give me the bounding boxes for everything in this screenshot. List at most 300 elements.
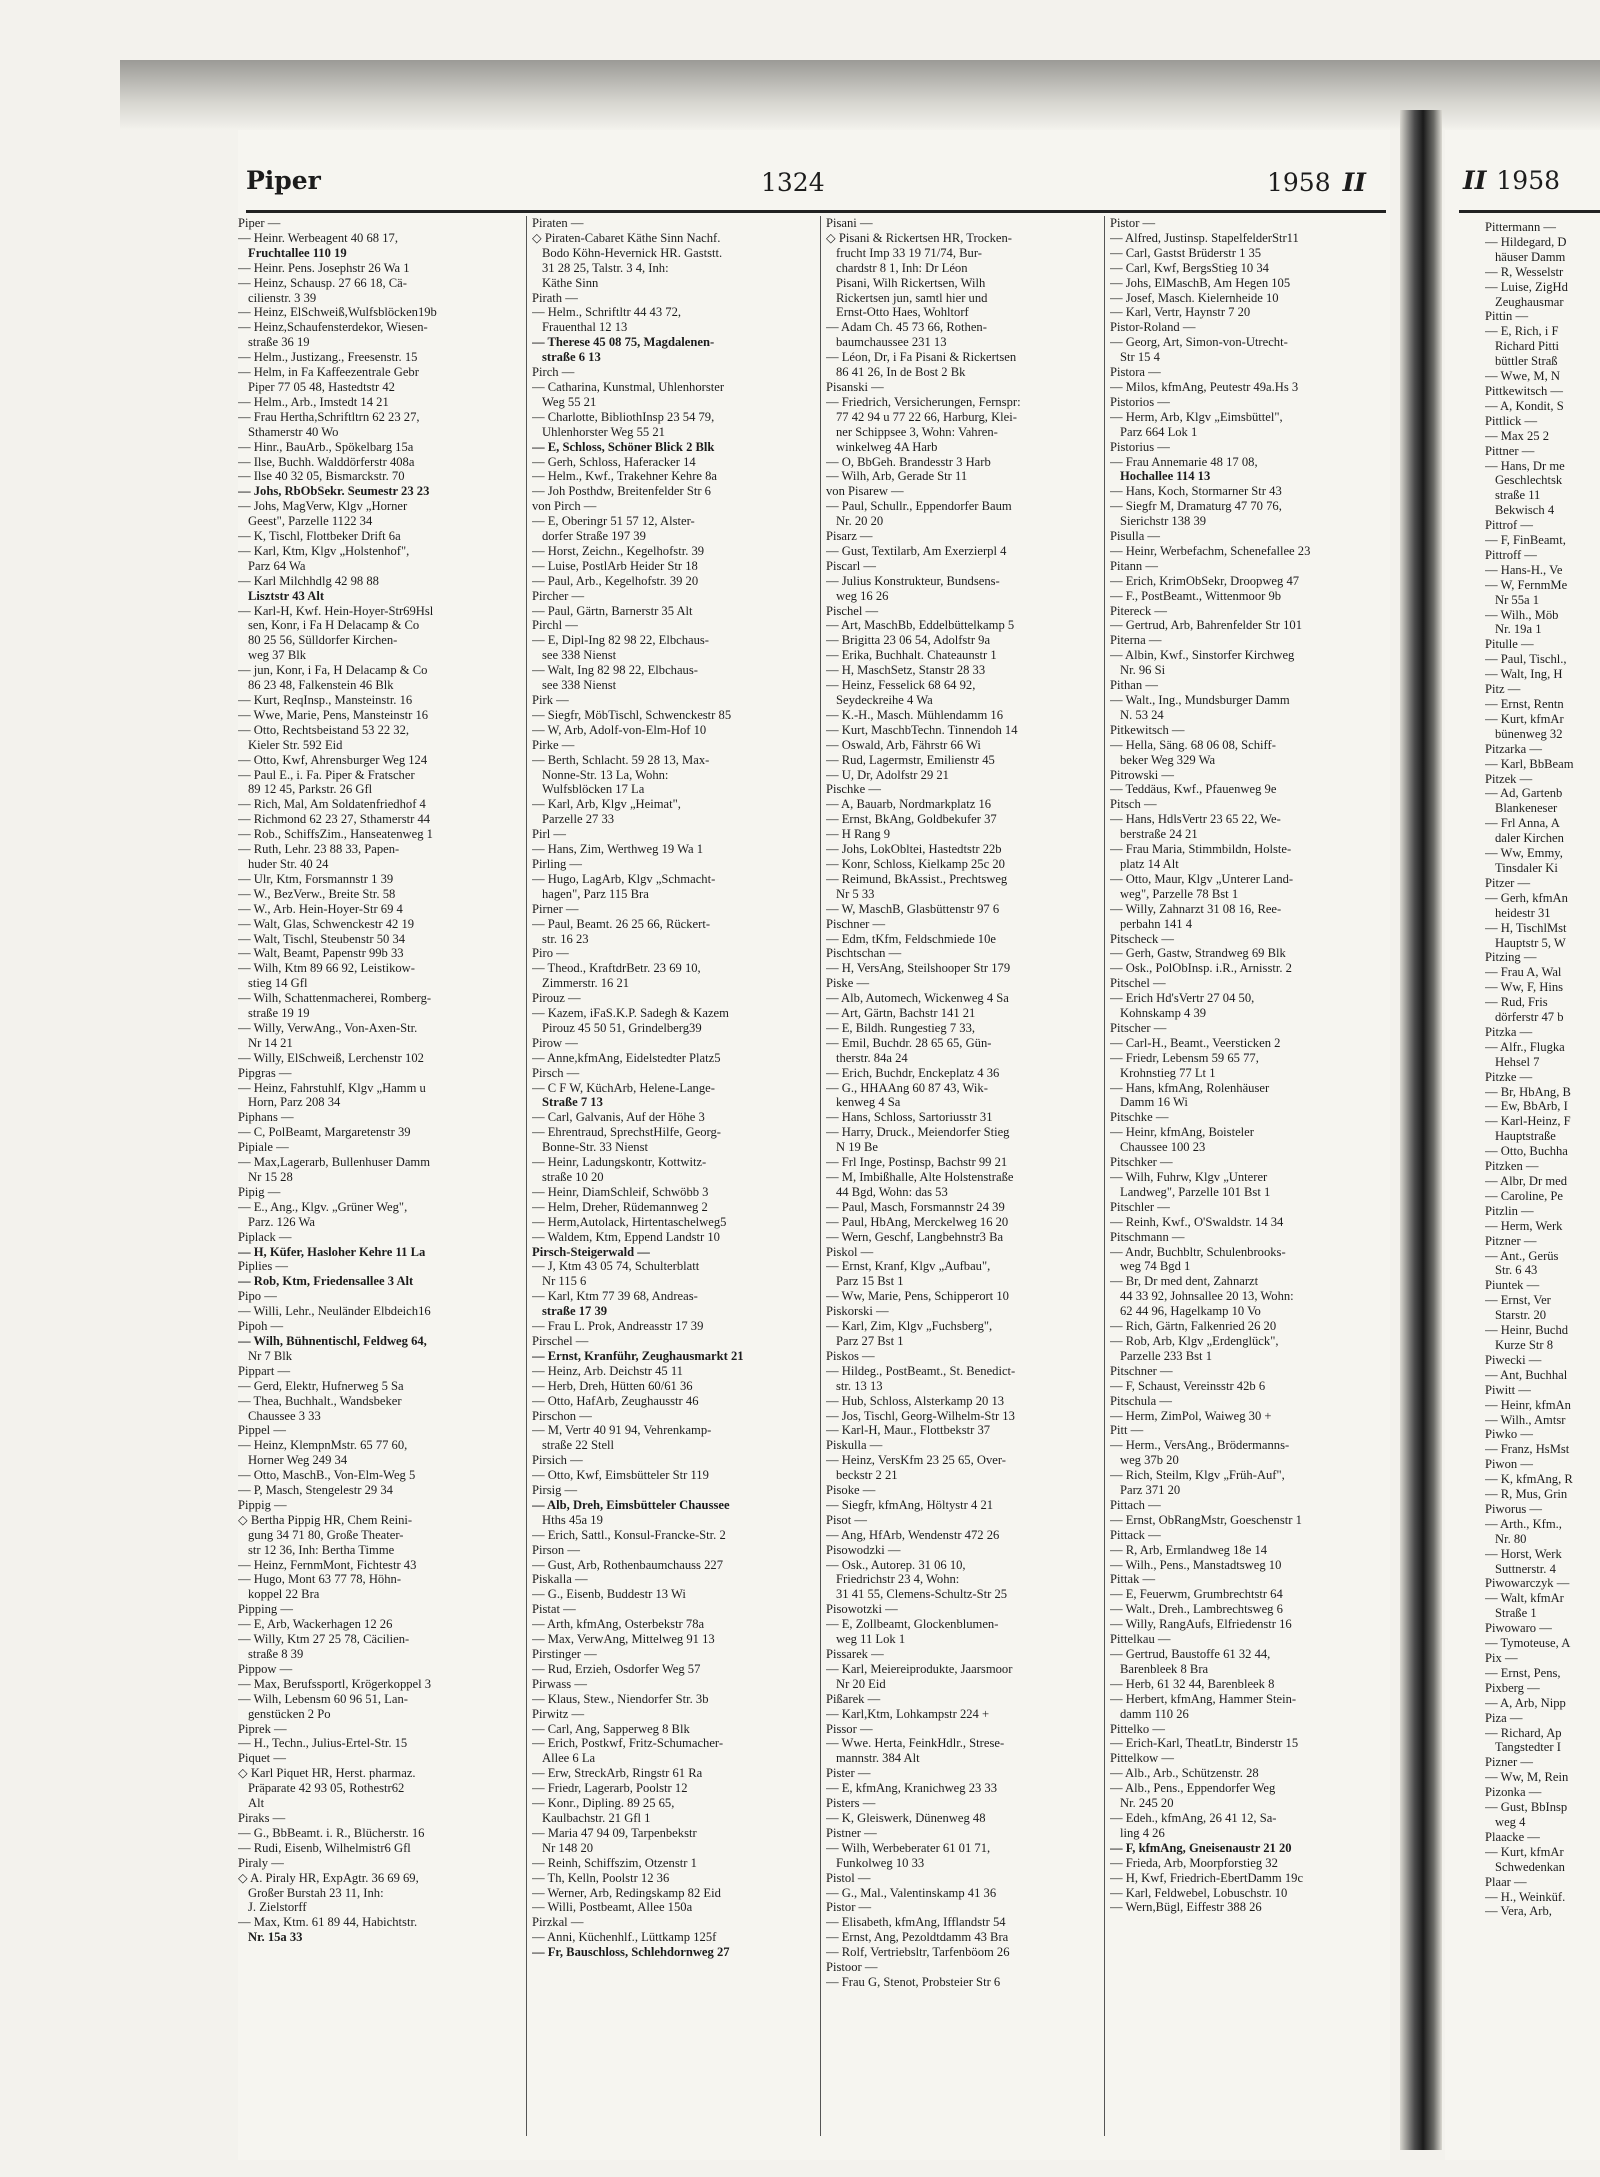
directory-entry-line: — Teddäus, Kwf., Pfauenweg 9e (1110, 782, 1277, 797)
directory-entry-line: chardstr 8 1, Inh: Dr Léon (836, 260, 968, 275)
surname-heading: Pittkewitsch — (1485, 383, 1564, 398)
surname-heading: Piterna — (1110, 633, 1162, 648)
directory-entry-line: — Carl-H., Beamt., Veersticken 2 (1110, 1035, 1281, 1050)
directory-entry-line: Nr 7 Blk (248, 1348, 293, 1363)
directory-entry-line: — Hinr., BauArb., Spökelbarg 15a (238, 439, 414, 454)
year-volume (1267, 168, 1366, 197)
directory-entry-line: — Albin, Kwf., Sinstorfer Kirchweg (1110, 648, 1295, 663)
surname-heading: Pisulla — (1110, 529, 1161, 544)
directory-entry-line: — Herm, Arb, Klgv „Eimsbüttel", (1110, 409, 1283, 424)
directory-entry-line: — Heinz, KlempnMstr. 65 77 60, (238, 1438, 408, 1453)
directory-entry-line: — Theod., KraftdrBetr. 23 69 10, (532, 961, 701, 976)
directory-entry-line: ner Schippsee 3, Wohn: Vahren- (836, 424, 998, 439)
surname-heading: Piske — (826, 976, 870, 991)
directory-entry-line: — Willy, VerwAng., Von-Axen-Str. (238, 1020, 418, 1035)
directory-entry-line: Weg 55 21 (542, 394, 597, 409)
surname-heading: Piwowarczyk — (1485, 1576, 1570, 1591)
directory-entry-line: ◇ A. Piraly HR, ExpAgtr. 36 69 69, (238, 1870, 419, 1885)
surname-heading: Piraly — (238, 1855, 284, 1870)
directory-entry-line: — Helm., Kwf., Trakehner Kehre 8a (532, 469, 718, 484)
directory-entry-line: — Milos, kfmAng, Peutestr 49a.Hs 3 (1110, 379, 1299, 394)
surname-heading: Pipo — (238, 1289, 277, 1304)
directory-entry-line: — Alb., Pens., Eppendorfer Weg (1110, 1781, 1276, 1796)
directory-entry-line: — Ehrentraud, SprechstHilfe, Georg- (532, 1125, 721, 1140)
surname-heading: Pitschula — (1110, 1393, 1172, 1408)
directory-entry-line: — Erich, Buchdr, Enckeplatz 4 36 (826, 1065, 1000, 1080)
directory-entry-line: — Siegfr, MöbTischl, Schwenckestr 85 (532, 707, 732, 722)
directory-entry-line: — Georg, Art, Simon-von-Utrecht- (1110, 335, 1288, 350)
directory-entry-line: — Hans, Dr me (1485, 458, 1565, 473)
directory-entry-line: Ernst-Otto Haes, Wohltorf (836, 305, 969, 320)
surname-heading: Pittak — (1110, 1572, 1156, 1587)
directory-entry-line: — Karl, BbBeam (1485, 756, 1574, 771)
directory-entry-line: — Wilh, Arb, Gerade Str 11 (826, 469, 968, 484)
surname-heading: Pirk — (532, 693, 569, 707)
surname-heading: Pirling — (532, 856, 583, 871)
directory-entry-line: — Gertrud, Arb, Bahrenfelder Str 101 (1110, 618, 1303, 633)
directory-entry-line: — Willy, Ktm 27 25 78, Cäcilien- (238, 1632, 410, 1647)
directory-entry-line: daler Kirchen (1495, 831, 1564, 846)
surname-heading: Pisowodzki — (826, 1542, 901, 1557)
directory-entry-line: — Karl-Heinz, F (1485, 1114, 1571, 1129)
directory-entry-line: — Gust, Textilarb, Am Exerzierpl 4 (826, 543, 1007, 558)
directory-entry-line: — H., Weinküf. (1485, 1889, 1566, 1904)
directory-entry-line: — Otto, Buchha (1485, 1144, 1568, 1159)
directory-entry-line: — Willi, Postbeamt, Allee 150a (532, 1900, 693, 1915)
surname-heading: Pirson — (532, 1542, 580, 1557)
directory-entry-line: — Erich Hd'sVertr 27 04 50, (1110, 991, 1255, 1006)
right-page-header (1463, 166, 1560, 195)
header-volume: II (1342, 168, 1366, 197)
directory-column-3 (826, 216, 1108, 2136)
surname-heading: Pitschler — (1110, 1199, 1170, 1214)
directory-entry-line: — G., Mal., Valentinskamp 41 36 (826, 1885, 997, 1900)
surname-heading: Pittroff — (1485, 547, 1537, 562)
directory-entry-line: weg", Parzelle 78 Bst 1 (1120, 886, 1239, 901)
directory-entry-line: see 338 Nienst (542, 648, 617, 663)
directory-entry-line: — E, Rich, i F (1485, 324, 1559, 339)
directory-entry-line: — U, Dr, Adolfstr 29 21 (826, 767, 949, 782)
directory-entry-line: 31 28 25, Talstr. 3 4, Inh: (542, 260, 669, 275)
book-spine (1400, 110, 1442, 2150)
directory-entry-line: — E, kfmAng, Kranichweg 23 33 (826, 1781, 998, 1796)
directory-entry-line: — Emil, Buchdr. 28 65 65, Gün- (826, 1035, 992, 1050)
directory-entry-line: — Gertrud, Baustoffe 61 32 44, (1110, 1647, 1271, 1661)
directory-entry-line: — Wilh, Bühnentischl, Feldweg 64, (238, 1333, 427, 1348)
directory-entry-line: 86 23 48, Falkenstein 46 Blk (248, 678, 394, 693)
surname-heading: Piplack — (238, 1229, 292, 1244)
directory-entry-line: — Hildegard, D (1485, 234, 1567, 249)
directory-entry-line: Großer Burstah 23 11, Inh: (248, 1885, 384, 1900)
directory-entry-line: — Helm., Justizang., Freesenstr. 15 (238, 350, 418, 365)
directory-entry-line: — Konr., Dipling. 89 25 65, (532, 1796, 675, 1811)
surname-heading: Pisowotzki — (826, 1602, 898, 1617)
directory-entry-line: — Rich, Mal, Am Soldatenfriedhof 4 (238, 797, 426, 812)
directory-entry-line: — Rud, Erzieh, Osdorfer Weg 57 (532, 1661, 701, 1676)
surname-heading: Piquet — (238, 1751, 286, 1766)
directory-entry-line: Barenbleek 8 Bra (1120, 1661, 1209, 1676)
surname-heading: Pipping — (238, 1602, 293, 1617)
directory-entry-line: — R, Arb, Ermlandweg 18e 14 (1110, 1542, 1268, 1557)
surname-heading: Piwowaro — (1485, 1621, 1552, 1636)
surname-heading: Pistoor — (826, 1960, 878, 1975)
directory-entry-line: — Julius Konstrukteur, Bundsens- (826, 573, 1000, 588)
surname-heading: Pirl — (532, 827, 566, 842)
surname-heading: Pirch — (532, 365, 575, 380)
directory-entry-line: Geschlechtsk (1495, 473, 1563, 488)
directory-entry-line: — Herb, Dreh, Hütten 60/61 36 (532, 1378, 693, 1393)
surname-heading: Pisanski — (826, 379, 884, 394)
header-year: 1958 (1266, 168, 1331, 197)
directory-entry-line: — E, Arb, Wackerhagen 12 26 (238, 1617, 393, 1632)
directory-entry-line: — Vera, Arb, (1485, 1904, 1552, 1919)
surname-heading: Pisarz — (826, 529, 873, 544)
directory-entry-line: koppel 22 Bra (248, 1587, 320, 1602)
directory-entry-line: Sierichstr 138 39 (1120, 514, 1207, 529)
directory-entry-line: Rickertsen jun, samtl hier und (836, 290, 988, 305)
directory-entry-line: — Rob, Ktm, Friedensallee 3 Alt (238, 1274, 414, 1289)
surname-heading: Pisani — (826, 216, 873, 230)
surname-heading: Pitscher — (1110, 1020, 1167, 1035)
directory-entry-line: — Ernst, BkAng, Goldbekufer 37 (826, 812, 997, 827)
directory-entry-line: — Friedr, Lagerarb, Poolstr 12 (532, 1781, 688, 1796)
surname-heading: Pisoke — (826, 1483, 876, 1498)
directory-entry-line: Landweg", Parzelle 101 Bst 1 (1120, 1184, 1271, 1199)
directory-entry-line: genstücken 2 Po (248, 1706, 331, 1721)
directory-entry-line: — Erich, Sattl., Konsul-Francke-Str. 2 (532, 1527, 726, 1542)
directory-entry-line: straße 22 Stell (542, 1438, 615, 1453)
directory-entry-line: — Gerh, kfmAn (1485, 890, 1568, 905)
directory-entry-line: — Walt., Ing., Mundsburger Damm (1110, 693, 1290, 707)
surname-heading: Pix — (1485, 1651, 1518, 1665)
directory-entry-line: — Richmond 62 23 27, Sthamerstr 44 (238, 812, 431, 827)
surname-heading: Piskulla — (826, 1438, 883, 1453)
directory-entry-line: — Wilh., Möb (1485, 607, 1559, 622)
directory-entry-line: Nonne-Str. 13 La, Wohn: (542, 767, 669, 782)
directory-entry-line: — P, Masch, Stengelestr 29 34 (238, 1483, 393, 1498)
directory-entry-line: — Wilh., Pens., Manstadtsweg 10 (1110, 1557, 1282, 1572)
directory-entry-line: — Carl, Gastst Brüderstr 1 35 (1110, 245, 1262, 260)
surname-heading: Pittelko — (1110, 1721, 1165, 1736)
surname-heading: Pitzner — (1485, 1233, 1537, 1248)
directory-entry-line: Bekwisch 4 (1495, 503, 1555, 518)
surname-heading: Pisters — (826, 1796, 876, 1811)
surname-heading: Pirschon — (532, 1408, 592, 1423)
surname-heading: Piskorski — (826, 1304, 889, 1319)
directory-entry-line: — Kazem, iFaS.K.P. Sadegh & Kazem (532, 1006, 729, 1021)
directory-entry-line: — Adam Ch. 45 73 66, Rothen- (826, 320, 987, 335)
directory-entry-line: — Reimund, BkAssist., Prechtsweg (826, 871, 1008, 886)
directory-entry-line: Hochallee 114 13 (1120, 469, 1211, 484)
surname-heading: Pirsich — (532, 1453, 583, 1468)
directory-entry-line: — Paul, HbAng, Merckelweg 16 20 (826, 1214, 1009, 1229)
surname-heading: Pistorios — (1110, 394, 1170, 409)
directory-entry-line: — A, Arb, Nipp (1485, 1695, 1566, 1710)
directory-entry-line: — Walt, Beamt, Papenstr 99b 33 (238, 946, 404, 961)
surname-heading: Pitt — (1110, 1423, 1144, 1438)
directory-entry-line: — Siegfr M, Dramaturg 47 70 76, (1110, 499, 1282, 514)
directory-entry-line: — Paul, Schullr., Eppendorfer Baum (826, 499, 1012, 514)
surname-heading: Pitulle — (1485, 637, 1534, 652)
directory-entry-line: Pirouz 45 50 51, Grindelberg39 (542, 1020, 702, 1035)
surname-heading: Piskos — (826, 1348, 875, 1363)
directory-entry-line: Str. 6 43 (1495, 1263, 1538, 1278)
directory-entry-line: — Hugo, LagArb, Klgv „Schmacht- (532, 871, 716, 886)
directory-entry-line: huder Str. 40 24 (248, 856, 329, 871)
directory-entry-line: Hehsel 7 (1495, 1054, 1540, 1069)
directory-entry-line: Nr. 245 20 (1120, 1796, 1174, 1811)
directory-entry-line: — Klaus, Stew., Niendorfer Str. 3b (532, 1691, 709, 1706)
surname-heading: Pistor — (1110, 216, 1156, 230)
surname-heading: Pissor — (826, 1721, 873, 1736)
directory-entry-line: — Elisabeth, kfmAng, Ifflandstr 54 (826, 1915, 1006, 1930)
surname-heading: Pisot — (826, 1512, 867, 1527)
surname-heading: Pistor — (826, 1900, 872, 1915)
directory-entry-line: — Gust, BbInsp (1485, 1800, 1568, 1815)
directory-entry-line: Nr 14 21 (248, 1035, 293, 1050)
directory-entry-line: — Ad, Gartenb (1485, 786, 1563, 801)
header-rule (246, 210, 1386, 213)
directory-entry-line: J. Zielstorff (248, 1900, 307, 1915)
directory-entry-line: — Frau L. Prok, Andreasstr 17 39 (532, 1319, 704, 1334)
directory-entry-line: — G., BbBeamt. i. R., Blücherstr. 16 (238, 1825, 425, 1840)
directory-entry-line: — F, kfmAng, Gneisenaustr 21 20 (1110, 1840, 1292, 1855)
directory-entry-line: Allee 6 La (542, 1751, 596, 1766)
directory-entry-line: — Therese 45 08 75, Magdalenen- (532, 335, 715, 350)
directory-entry-line: ◇ Piraten-Cabaret Käthe Sinn Nachf. (532, 230, 721, 245)
directory-entry-line: — Kurt, ReqInsp., Mansteinstr. 16 (238, 693, 413, 707)
directory-entry-line: — Hans, HdlsVertr 23 65 22, We- (1110, 812, 1281, 827)
right-page (1445, 130, 1600, 2160)
directory-entry-line: — E, Zollbeamt, Glockenblumen- (826, 1617, 999, 1632)
surname-heading: Pischtschan — (826, 946, 902, 961)
page-header (246, 166, 1386, 214)
surname-heading: Piplies — (238, 1259, 289, 1274)
surname-heading: Pirsig — (532, 1483, 578, 1498)
surname-heading: Piprek — (238, 1721, 287, 1736)
directory-entry-line: — Berth, Schlacht. 59 28 13, Max- (532, 752, 710, 767)
directory-entry-line: — Hans, kfmAng, Rolenhäuser (1110, 1080, 1270, 1095)
surname-heading: Pitscheck — (1110, 931, 1175, 946)
directory-entry-line: — Ernst, Rentn (1485, 697, 1564, 711)
directory-entry-line: — Johs, LokObltei, Hastedtstr 22b (826, 842, 1002, 857)
directory-entry-line: — Heinz,Schaufensterdekor, Wiesen- (238, 320, 428, 335)
directory-entry-line: Friedrichstr 23 4, Wohn: (836, 1572, 960, 1587)
surname-heading: Pizonka — (1485, 1785, 1542, 1800)
directory-entry-line: — Albr, Dr med (1485, 1174, 1568, 1188)
directory-entry-line: — Tymoteuse, A (1485, 1636, 1571, 1651)
directory-entry-line: — Horst, Zeichn., Kegelhofstr. 39 (532, 543, 705, 558)
directory-entry-line: — Rich, Steilm, Klgv „Früh-Auf", (1110, 1468, 1285, 1483)
directory-entry-line: weg 16 26 (836, 588, 889, 603)
directory-entry-line: — R, Wesselstr (1485, 264, 1564, 279)
directory-entry-line: — Heinr. Werbeagent 40 68 17, (238, 230, 398, 245)
directory-entry-line: — E, Feuerwm, Grumbrechtstr 64 (1110, 1587, 1283, 1602)
directory-entry-line: — Wilh., Amtsr (1485, 1412, 1566, 1427)
directory-entry-line: Pisani, Wilh Rickertsen, Wilh (836, 275, 986, 290)
directory-entry-line: — Herb, 61 32 44, Barenbleek 8 (1110, 1676, 1275, 1691)
directory-entry-line: 62 44 96, Hagelkamp 10 Vo (1120, 1304, 1261, 1319)
directory-entry-line: Funkolweg 10 33 (836, 1855, 925, 1870)
directory-entry-line: — Gust, Arb, Rothenbaumchauss 227 (532, 1557, 723, 1572)
directory-entry-line: — Brigitta 23 06 54, Adolfstr 9a (826, 633, 991, 648)
directory-entry-line: 80 25 56, Sülldorfer Kirchen- (248, 633, 398, 648)
directory-entry-line: — Otto, Maur, Klgv „Unterer Land- (1110, 871, 1294, 886)
surname-heading: Pipoh — (238, 1319, 284, 1334)
surname-heading: Pipiale — (238, 1140, 289, 1155)
directory-entry-line: — H, Kwf, Friedrich-EbertDamm 19c (1110, 1870, 1304, 1885)
directory-entry-line: — Hans-H., Ve (1485, 562, 1563, 577)
directory-entry-line: Straße 1 (1495, 1606, 1537, 1621)
surname-heading: Pistner — (826, 1825, 877, 1840)
directory-entry-line: straße 6 13 (542, 350, 601, 365)
surname-heading: Piscarl — (826, 558, 877, 573)
directory-entry-line: — Wwe. Herta, FeinkHdlr., Strese- (826, 1736, 1005, 1751)
directory-entry-line: — Heinz, FernmMont, Fichtestr 43 (238, 1557, 417, 1572)
surname-heading: Pitschker — (1110, 1155, 1173, 1170)
surname-heading: Pittner — (1485, 443, 1535, 458)
directory-entry-line: bünenweg 32 (1495, 726, 1563, 741)
directory-entry-line: — Max, Ktm. 61 89 44, Habichtstr. (238, 1915, 418, 1930)
directory-entry-line: — C, PolBeamt, Margaretenstr 39 (238, 1125, 411, 1140)
directory-entry-line: — Heinr. Pens. Josephstr 26 Wa 1 (238, 260, 410, 275)
surname-heading: Pizner — (1485, 1755, 1533, 1770)
directory-entry-line: — Thea, Buchhalt., Wandsbeker (238, 1393, 402, 1408)
directory-entry-line: — Ernst, Ang, Pezoldtdamm 43 Bra (826, 1930, 1009, 1945)
directory-entry-line: dorfer Straße 197 39 (542, 529, 646, 544)
surname-heading: Pippel — (238, 1423, 286, 1438)
directory-entry-line: Piper 77 05 48, Hastedtstr 42 (248, 379, 395, 394)
directory-entry-line: — Gerh, Schloss, Haferacker 14 (532, 454, 696, 469)
surname-heading: Pitzek — (1485, 771, 1533, 786)
directory-entry-line: Bonne-Str. 33 Nienst (542, 1140, 648, 1155)
directory-entry-line: — Max 25 2 (1485, 428, 1550, 443)
directory-entry-line: — Karl,Ktm, Lohkampstr 224 + (826, 1706, 990, 1721)
directory-entry-line: — Wilh, Lebensm 60 96 51, Lan- (238, 1691, 408, 1706)
directory-entry-line: — Otto, Kwf, Eimsbütteler Str 119 (532, 1468, 709, 1483)
directory-entry-line: Alt (248, 1796, 265, 1811)
directory-entry-line: — Frieda, Arb, Moorpforstieg 32 (1110, 1855, 1278, 1870)
directory-entry-line: Kohnskamp 4 39 (1120, 1006, 1207, 1021)
directory-entry-line: — Hans, Zim, Werthweg 19 Wa 1 (532, 842, 703, 857)
directory-entry-line: — Johs, RbObSekr. Seumestr 23 23 (238, 484, 430, 499)
directory-entry-line: — W, Arb, Adolf-von-Elm-Hof 10 (532, 722, 707, 737)
directory-entry-line: straße 17 39 (542, 1304, 608, 1319)
directory-entry-line: — C F W, KüchArb, Helene-Lange- (532, 1080, 715, 1095)
directory-entry-line: Nr. 15a 33 (248, 1930, 303, 1945)
directory-entry-line: Parz 64 Wa (248, 558, 306, 573)
directory-entry-line: — Luise, PostlArb Heider Str 18 (532, 558, 698, 573)
directory-entry-line: — Werner, Arb, Redingskamp 82 Eid (532, 1885, 721, 1900)
directory-entry-line: — Horst, Werk (1485, 1546, 1562, 1561)
directory-entry-line: Horner Weg 249 34 (248, 1453, 348, 1468)
directory-entry-line: Chaussee 3 33 (248, 1408, 321, 1423)
directory-entry-line: — Alb, Automech, Wickenweg 4 Sa (826, 991, 1009, 1006)
directory-column-4 (1110, 216, 1392, 2136)
directory-entry-line: — Oswald, Arb, Fährstr 66 Wi (826, 737, 981, 752)
directory-entry-line: — E, Dipl-Ing 82 98 22, Elbchaus- (532, 633, 709, 648)
right-volume: II (1463, 166, 1487, 195)
surname-heading: Piwko — (1485, 1427, 1533, 1442)
directory-entry-line: straße 8 39 (248, 1647, 304, 1661)
surname-heading: Pippig — (238, 1497, 287, 1512)
surname-heading: Pitkewitsch — (1110, 722, 1185, 737)
directory-entry-line: — Franz, HsMst (1485, 1442, 1570, 1457)
surname-heading: Pirwitz — (532, 1706, 585, 1721)
directory-entry-line: — Heinr, kfmAn (1485, 1397, 1571, 1412)
directory-entry-line: Sthamerstr 40 Wo (248, 424, 339, 439)
directory-entry-line: — Erika, Buchhalt. Chateaunstr 1 (826, 648, 997, 663)
directory-entry-line: weg 74 Bgd 1 (1120, 1259, 1191, 1274)
directory-entry-line: Nr 115 6 (542, 1274, 587, 1289)
directory-entry-line: Fruchtallee 110 19 (248, 245, 347, 260)
directory-entry-line: — Heinz, VersKfm 23 25 65, Over- (826, 1453, 1006, 1468)
directory-entry-line: — Gerd, Elektr, Hufnerweg 5 Sa (238, 1378, 404, 1393)
directory-entry-line: straße 11 (1495, 488, 1541, 503)
directory-entry-line: — Karl, Zim, Klgv „Fuchsberg", (826, 1319, 993, 1334)
directory-entry-line: — K.-H., Masch. Mühlendamm 16 (826, 707, 1003, 722)
directory-entry-line: — Otto, MaschB., Von-Elm-Weg 5 (238, 1468, 416, 1483)
surname-heading: Pittach — (1110, 1497, 1161, 1512)
surname-heading: Piskol — (826, 1244, 874, 1259)
directory-entry-line: — Karl, Feldwebel, Lobuschstr. 10 (1110, 1885, 1288, 1900)
directory-entry-line: Starstr. 20 (1495, 1308, 1547, 1323)
surname-heading: Pirstinger — (532, 1647, 597, 1661)
directory-entry-line: — Paul, Masch, Forsmannstr 24 39 (826, 1199, 1005, 1214)
directory-entry-line: — Ulr, Ktm, Forsmannstr 1 39 (238, 871, 394, 886)
directory-entry-line: — Frl Anna, A (1485, 816, 1560, 831)
directory-entry-line: — Johs, MagVerw, Klgv „Horner (238, 499, 408, 514)
surname-heading: Pistol — (826, 1870, 871, 1885)
directory-entry-line: Wulfsblöcken 17 La (542, 782, 645, 797)
column-divider (526, 216, 527, 2136)
directory-entry-line: — E, Schloss, Schöner Blick 2 Blk (532, 439, 715, 454)
directory-entry-line: Parz. 126 Wa (248, 1214, 315, 1229)
directory-entry-line: 44 33 92, Johnsallee 20 13, Wohn: (1120, 1289, 1294, 1304)
directory-entry-line: Horn, Parz 208 34 (248, 1095, 341, 1110)
directory-entry-line: — Carl, Ang, Sapperweg 8 Blk (532, 1721, 690, 1736)
directory-entry-line: 89 12 45, Parkstr. 26 Gfl (248, 782, 373, 797)
surname-heading: Pitrowski — (1110, 767, 1175, 782)
page-number: 1324 (761, 168, 825, 197)
directory-entry-line: — Ernst, Kranführ, Zeughausmarkt 21 (532, 1348, 744, 1363)
surname-heading: Pirsch — (532, 1065, 580, 1080)
surname-heading: Pithan — (1110, 678, 1158, 693)
directory-entry-line: — Ernst, ObRangMstr, Goeschenstr 1 (1110, 1512, 1302, 1527)
surname-heading: Pitzarka — (1485, 741, 1543, 756)
directory-entry-line: — Helm., Schriftltr 44 43 72, (532, 305, 682, 320)
directory-entry-line: Damm 16 Wi (1120, 1095, 1188, 1110)
directory-entry-line: Präparate 42 93 05, Rothestr62 (248, 1781, 405, 1796)
directory-entry-line: — Otto, Kwf, Ahrensburger Weg 124 (238, 752, 428, 767)
directory-entry-line: kenweg 4 Sa (836, 1095, 901, 1110)
directory-entry-line: Parzelle 27 33 (542, 812, 615, 827)
directory-entry-line: — Br, Dr med dent, Zahnarzt (1110, 1274, 1259, 1289)
directory-entry-line: — W, MaschB, Glasbüttenstr 97 6 (826, 901, 1000, 916)
directory-entry-line: — Hella, Säng. 68 06 08, Schiff- (1110, 737, 1276, 752)
directory-entry-line: — Andr, Buchbltr, Schulenbrooks- (1110, 1244, 1286, 1259)
surname-heading: Pittelkow — (1110, 1751, 1175, 1766)
directory-entry-line: — H, TischlMst (1485, 920, 1567, 935)
directory-entry-line: — Walt., Dreh., Lambrechtsweg 6 (1110, 1602, 1283, 1617)
directory-entry-line: — Catharina, Kunstmal, Uhlenhorster (532, 379, 725, 394)
surname-heading: Pitzing — (1485, 950, 1537, 965)
directory-entry-line: — Luise, ZigHd (1485, 279, 1568, 294)
directory-entry-line: — Walt, Tischl, Steubenstr 50 34 (238, 931, 406, 946)
directory-entry-line: — E, Oberingr 51 57 12, Alster- (532, 514, 695, 529)
surname-heading: Pistora — (1110, 365, 1161, 380)
directory-entry-line: — Herm., VersAng., Brödermanns- (1110, 1438, 1290, 1453)
